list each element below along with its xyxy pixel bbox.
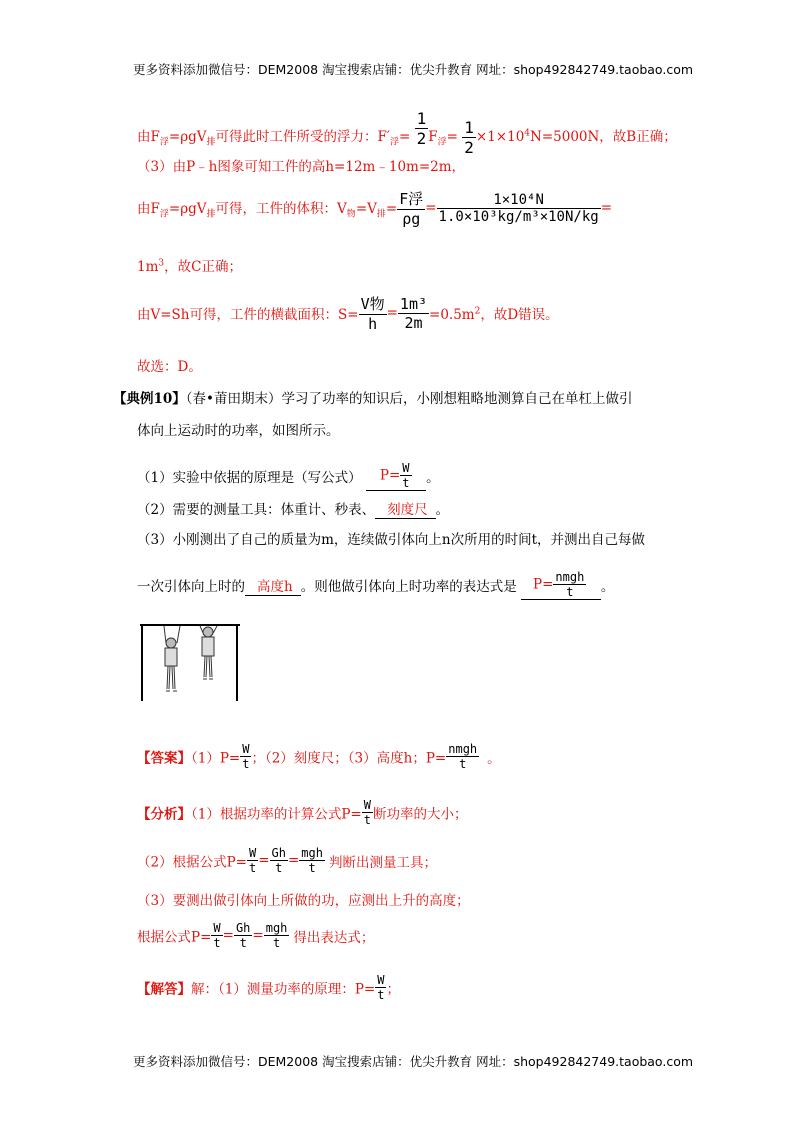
text: 由V=Sh可得，工件的横截面积：S= <box>137 307 359 323</box>
numerator: 1 <box>416 109 427 128</box>
answer-blank <box>521 570 601 600</box>
text: 断功率的大小； <box>372 806 468 823</box>
answer-blank <box>375 498 436 519</box>
text: 。则他做引体向上时功率的表达式是 <box>300 579 517 595</box>
denominator: t <box>402 476 410 490</box>
numerator: F浮 <box>399 190 424 208</box>
text: （1）根据功率的计算公式P= <box>191 806 362 823</box>
fraction <box>299 846 325 875</box>
text: 判断出测量工具； <box>328 854 437 871</box>
solution-line-volume <box>137 188 612 228</box>
numerator: 1m³ <box>399 294 428 313</box>
fraction <box>415 109 429 148</box>
denominator: 1.0×10³kg/m³×10N/kg <box>438 208 599 225</box>
denominator: t <box>377 988 385 1002</box>
answer-text: P= <box>379 467 401 484</box>
fraction <box>397 188 425 228</box>
numerator: 1×10⁴N <box>437 192 601 209</box>
text: 。 <box>435 502 450 518</box>
fraction <box>362 798 373 827</box>
fraction <box>553 570 586 599</box>
answer-tag: 【答案】 <box>137 750 191 767</box>
denominator: t <box>308 861 316 875</box>
text: = <box>425 200 437 216</box>
numerator: Gh <box>235 921 251 935</box>
sub-question-3-cont <box>137 570 614 600</box>
numerator: mgh <box>301 846 323 860</box>
subscript: 浮 <box>389 137 399 148</box>
subscript: 排 <box>206 137 216 148</box>
sub-question-1 <box>137 461 440 491</box>
subscript: 排 <box>376 209 386 220</box>
pull-up-illustration <box>140 623 240 703</box>
numerator: nmgh <box>555 570 585 584</box>
text: ；（2）刻度尺；（3）高度h；P= <box>251 750 447 767</box>
fraction <box>264 921 290 950</box>
solution-line-choice: 故选：D。 <box>137 359 202 375</box>
text: 由F <box>137 200 160 217</box>
text: N=5000N，故B正确； <box>530 129 677 145</box>
denominator: t <box>248 861 257 875</box>
text: 由F <box>137 129 160 145</box>
denominator: t <box>363 813 371 827</box>
page-header: 更多资料添加微信号：DEM2008 淘宝搜索店铺：优尖升教育 网址：shop492842749.taobao.com <box>133 62 694 77</box>
text: 1m <box>137 259 159 275</box>
example-tag: 【典例10】 <box>113 391 186 407</box>
text: 。 <box>426 470 440 486</box>
denominator: t <box>242 757 250 771</box>
text: =0.5m <box>429 307 475 323</box>
person-hanging <box>164 626 180 691</box>
text: （2）需要的测量工具：体重计、秒表、 <box>137 502 376 518</box>
text: 可得此时工件所受的浮力：F′ <box>215 129 390 145</box>
fraction <box>211 921 222 950</box>
analysis-line-1 <box>137 798 467 827</box>
text: （2）根据公式P= <box>137 854 247 871</box>
subscript: 排 <box>206 209 216 220</box>
text: = <box>222 927 234 944</box>
text: （1）P= <box>191 750 241 767</box>
subscript: 物 <box>346 209 356 220</box>
text: =ρgV <box>168 200 207 217</box>
solution-line-buoyancy <box>137 109 677 157</box>
solution-tag: 【解答】 <box>137 981 191 998</box>
analysis-line-2 <box>137 846 437 875</box>
fraction <box>359 293 387 333</box>
numerator: nmgh <box>448 742 478 756</box>
text: = <box>252 927 264 944</box>
text: 。 <box>487 750 501 767</box>
fraction <box>247 846 258 875</box>
solution-line-height: （3）由P﹣h图象可知工件的高h=12m﹣10m=2m， <box>137 159 466 175</box>
numerator: W <box>248 846 257 860</box>
numerator: Gh <box>271 846 286 860</box>
numerator: W <box>377 973 385 987</box>
denominator: t <box>459 757 467 771</box>
numerator: 1 <box>464 118 474 137</box>
numerator: W <box>213 921 221 935</box>
denominator: ρg <box>402 210 421 228</box>
solution-line-volume-result <box>137 255 242 275</box>
answer-blank <box>366 461 426 491</box>
text: 得出表达式； <box>293 929 375 946</box>
person-pulled-up <box>200 626 217 679</box>
text: （1）实验中依据的原理是（写公式） <box>137 470 362 486</box>
fraction <box>240 742 251 771</box>
fraction <box>398 295 429 332</box>
text: =ρgV <box>168 129 207 145</box>
denominator: t <box>275 861 283 875</box>
text: 一次引体向上时的 <box>137 579 245 595</box>
denominator: 2m <box>404 313 423 332</box>
numerator: V物 <box>360 295 385 313</box>
example-question-cont: 体向上运动时的功率，如图所示。 <box>137 423 340 439</box>
text: 解：（1）测量功率的原理：P= <box>191 981 376 998</box>
analysis-tag: 【分析】 <box>137 806 191 823</box>
denominator: t <box>239 936 247 950</box>
sub-question-3: （3）小刚测出了自己的质量为m，连续做引体向上n次所用的时间t，并测出自己每做 <box>137 532 646 548</box>
text: ×1×10 <box>475 129 525 145</box>
text: 根据公式P= <box>137 929 212 946</box>
numerator: mgh <box>265 921 288 935</box>
text: = <box>446 129 458 145</box>
solution-line-area <box>137 293 559 333</box>
superscript: 4 <box>524 128 531 139</box>
answer-text: P= <box>533 576 554 593</box>
fraction <box>462 118 476 157</box>
example-question <box>113 387 633 407</box>
text: 。 <box>600 579 615 595</box>
sub-question-2 <box>137 498 449 519</box>
text: = <box>287 852 300 869</box>
answer-text: 刻度尺 <box>387 502 428 518</box>
question-text: （春•莆田期末）学习了功率的知识后，小刚想粗略地测算自己在单杠上做引 <box>185 391 633 407</box>
denominator: 2 <box>464 138 474 157</box>
fraction <box>437 192 601 225</box>
text: = <box>399 129 411 145</box>
numerator: W <box>363 798 371 812</box>
analysis-line-4 <box>137 921 374 950</box>
denominator: h <box>368 315 378 333</box>
denominator: t <box>566 585 574 599</box>
numerator: W <box>402 461 410 475</box>
fraction <box>375 973 386 1002</box>
fraction <box>234 921 252 950</box>
text: ，故D错误。 <box>480 307 559 323</box>
fraction <box>400 461 411 490</box>
denominator: t <box>213 936 221 950</box>
text: = <box>600 200 613 216</box>
subscript: 浮 <box>159 209 169 220</box>
fraction <box>270 846 288 875</box>
text: = <box>258 852 270 869</box>
text: = <box>386 305 398 321</box>
denominator: 2 <box>416 129 427 148</box>
denominator: t <box>272 936 281 950</box>
subscript: 浮 <box>437 137 447 148</box>
answer-blank <box>245 575 301 596</box>
answer-line <box>137 742 501 771</box>
subscript: 浮 <box>159 137 169 148</box>
text: F <box>428 129 438 145</box>
text: =V <box>355 200 377 217</box>
page-footer: 更多资料添加微信号：DEM2008 淘宝搜索店铺：优尖升教育 网址：shop492842749.taobao.com <box>133 1054 694 1069</box>
text: ； <box>386 981 400 998</box>
analysis-line-3: （3）要测出做引体向上所做的功，应测出上升的高度； <box>137 893 470 909</box>
text: ，故C正确； <box>164 259 242 275</box>
answer-text: 高度h <box>257 578 293 595</box>
superscript: 3 <box>158 258 165 269</box>
text: 可得，工件的体积：V <box>215 200 347 217</box>
numerator: W <box>242 742 250 756</box>
solution-line-1 <box>137 973 400 1002</box>
superscript: 2 <box>474 306 481 317</box>
fraction <box>446 742 479 771</box>
text: = <box>385 200 398 217</box>
